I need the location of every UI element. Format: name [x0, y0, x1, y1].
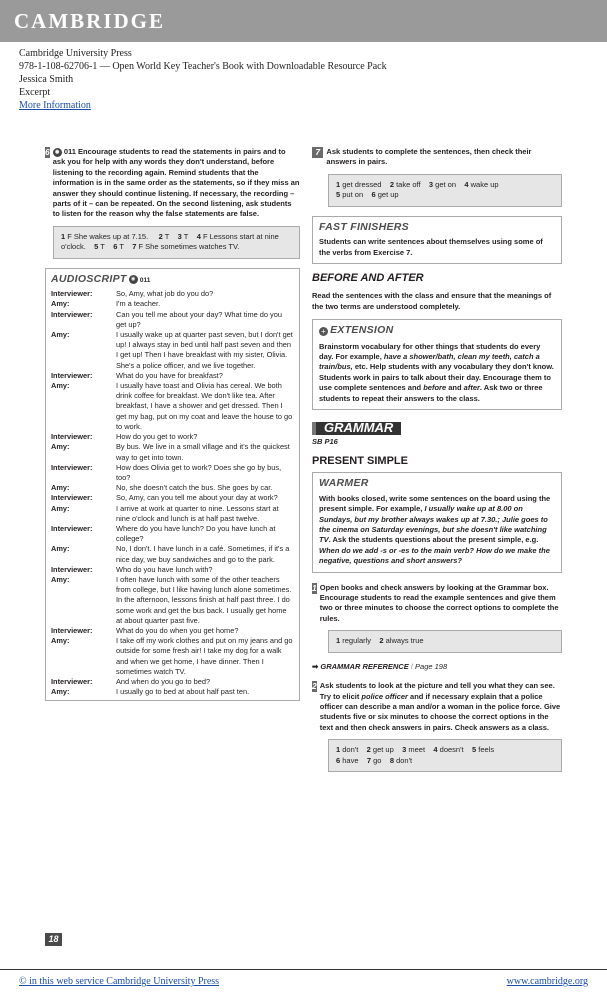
speaker-label: Interviewer:: [51, 493, 93, 503]
speaker-label: Interviewer:: [51, 309, 93, 319]
header-bar: [0, 0, 607, 42]
dialog-line: So, Amy, what job do you do?: [116, 289, 214, 299]
exercise-number: 6: [45, 147, 50, 157]
exercise-text: Open books and check answers by looking at the Grammar box. Encourage students to read the example sentences and give them two or three minutes to choose the correct options to complete the rules.: [319, 582, 559, 623]
dialog-list: [51, 289, 294, 697]
warmer-box: [312, 472, 562, 572]
dialog-line: I take off my work clothes and put on my jeans and go outside for some fresh air! I take my dog for a walk and when we get home, I have dinner. Then I sometimes watch TV.: [116, 636, 293, 676]
before-after-title: BEFORE AND AFTER: [312, 272, 424, 285]
dialog-line: By bus. We live in a small village and it's the quickest way to get into town.: [116, 442, 290, 462]
speaker-label: Amy:: [51, 483, 70, 493]
speaker-label: Amy:: [51, 503, 70, 513]
footer-divider: [0, 969, 607, 970]
speaker-label: Interviewer:: [51, 289, 93, 299]
fast-finishers-text: Students can write sentences about themselves using some of the verbs from Exercise 7.: [319, 237, 543, 257]
audio-icon: ◉: [129, 275, 138, 284]
answer-box: 1 regularly 2 always true: [328, 630, 562, 653]
fast-finishers-box: [312, 216, 562, 264]
cambridge-website-link[interactable]: www.cambridge.org: [506, 976, 588, 987]
dialog-line: Can you tell me about your day? What time do you get up?: [116, 309, 282, 329]
speaker-label: Interviewer:: [51, 370, 93, 380]
cambridge-logo: CAMBRIDGE: [14, 9, 166, 33]
answer-box: 1 F She wakes up at 7.15. 2 T 3 T 4 F Lessons start at nine o'clock. 5 T 6 T 7 F She sometimes watches TV.: [53, 226, 300, 259]
dialog-line: So, Amy, can you tell me about your day at work?: [116, 493, 278, 503]
speaker-label: Interviewer:: [51, 676, 93, 686]
dialog-line: No, I don't. I have lunch in a café. Sometimes, if it's a nice day, we buy sandwiches and go to the park.: [116, 544, 290, 564]
exercise-text: Ask students to complete the sentences, then check their answers in pairs.: [326, 147, 532, 167]
dialog-line: And when do you go to bed?: [116, 676, 211, 686]
dialog-line: How does Olivia get to work? Does she go by bus, too?: [116, 462, 282, 482]
dialog-line: I arrive at work at quarter to nine. Lessons start at nine o'clock and lunch is at half past twelve.: [116, 503, 279, 523]
answer-box: 1 get dressed 2 take off 3 get on 4 wake up 5 put on 6 get up: [328, 174, 562, 207]
audio-code: 011: [139, 276, 151, 284]
speaker-label: Amy:: [51, 636, 70, 646]
exercise-number: 7: [312, 147, 323, 158]
left-column: [45, 147, 300, 701]
speaker-label: Interviewer:: [51, 625, 93, 635]
warmer-title: WARMER: [319, 477, 369, 490]
dialog-line: What do you do when you get home?: [116, 625, 239, 635]
speaker-label: Interviewer:: [51, 462, 93, 472]
dialog-line: I usually have toast and Olivia has cereal. We both drink coffee for breakfast. We don't like tea. After breakfast, I have a shower and get dressed. Then I get my bag, put on my coat and leave the house to go to work.: [116, 381, 293, 431]
exercise-text: Encourage students to read the statements in pairs and to ask you for help with any words they don't understand, before listening to the recording again. Remind students that the information is in the same order as the statements, so if they miss an answer they should continue listening. If necessary, the recording – parts of it – can be repeated. On the second listening, ask students to listen for the reason why the false statements are false.: [52, 147, 300, 219]
speaker-label: Amy:: [51, 574, 70, 584]
exercise-2: [312, 681, 562, 733]
right-column: [312, 147, 562, 772]
audioscript-box: [45, 268, 300, 702]
sb-page: SB P16: [312, 436, 338, 446]
dialog-line: How do you get to work?: [116, 432, 198, 442]
page-number: 18: [45, 933, 62, 946]
answer-box: 1 don't 2 get up 3 meet 4 doesn't 5 feels 6 have 7 go 8 don't: [328, 739, 562, 772]
extension-title: EXTENSION: [330, 324, 394, 337]
exercise-text: Ask students to look at the picture and tell you what they can see. Try to elicit police officer and if necessary explain that a police officer can describe a man and/or a woman in the police force. Give students five or six minutes to choose the correct options in the text and then check answers in pairs. Check answers as a class.: [319, 681, 561, 732]
dialog-line: What do you have for breakfast?: [116, 370, 223, 380]
speaker-label: Interviewer:: [51, 432, 93, 442]
dialog-line: Where do you have lunch? Do you have lunch at college?: [116, 523, 276, 544]
speaker-label: Amy:: [51, 687, 70, 697]
dialog-line: I usually wake up at quarter past seven, but I don't get up! I always stay in bed until half past seven and then I get up! Then I have breakfast with my sister, Olivia. She's a police officer, and we live together.: [116, 330, 293, 370]
more-information-link[interactable]: More Information: [19, 100, 91, 111]
copyright-link[interactable]: © in this web service Cambridge University Press: [19, 976, 220, 987]
dialog-line: I'm a teacher.: [116, 299, 161, 309]
present-simple-title: PRESENT SIMPLE: [312, 454, 408, 467]
plus-circle-icon: +: [319, 327, 328, 336]
exercise-1: [312, 583, 562, 625]
extension-text: Brainstorm vocabulary for other things that students do every day. For example, have a shower/bath, clean my teeth, catch a train/bus, etc. Help students with any vocabulary they don't know. Students work in pairs to talk about their day. Encourage them to use complete sentences and before and after. Ask two or three students to repeat their answers to the class.: [319, 341, 554, 403]
warmer-text: With books closed, write some sentences on the board using the present simple. For example, I usually wake up at 8.00 on Sundays, but my brother always wakes up at 7.30.; Julie goes to the cinema on Saturday evenings, but she doesn't like watching TV. Ask the students questions about the present simple, e.g. When do we add -s or -es to the main verb? How do we make the negative, questions and short answers?: [319, 493, 551, 566]
author: Jessica Smith: [19, 74, 74, 85]
book-meta: [19, 47, 387, 112]
arrow-icon: ➡: [312, 661, 319, 671]
audio-icon: ◉: [53, 148, 62, 157]
exercise-7: [312, 147, 562, 168]
speaker-label: Amy:: [51, 544, 70, 554]
speaker-label: Amy:: [51, 330, 70, 340]
exercise-number: 2: [312, 681, 317, 692]
audioscript-title: AUDIOSCRIPT: [51, 272, 127, 285]
speaker-label: Interviewer:: [51, 564, 93, 574]
grammar-reference: ➡ GRAMMAR REFERENCE / Page 198: [312, 661, 448, 671]
speaker-label: Amy:: [51, 299, 70, 309]
before-after-text: Read the sentences with the class and ensure that the meanings of the two terms are understood completely.: [312, 291, 552, 311]
grammar-label: GRAMMAR: [312, 422, 401, 434]
dialog-line: I often have lunch with some of the other teachers from college, but I like having lunch alone sometimes. In the afternoon, lessons finish at half past three. I do some work and get the bus back. I usually get home at about quarter past five.: [116, 574, 292, 625]
publisher: Cambridge University Press: [19, 48, 132, 59]
exercise-6: [45, 147, 300, 220]
extension-box: [312, 319, 562, 410]
speaker-label: Interviewer:: [51, 523, 93, 533]
dialog-line: Who do you have lunch with?: [116, 564, 213, 574]
fast-finishers-title: FAST FINISHERS: [319, 220, 409, 233]
dialog-line: No, she doesn't catch the bus. She goes by car.: [116, 483, 273, 493]
exercise-number: 1: [312, 582, 317, 593]
dialog-line: I usually go to bed at about half past ten.: [116, 687, 250, 697]
isbn-title: 978-1-108-62706-1 — Open World Key Teacher's Book with Downloadable Resource Pack: [19, 61, 387, 72]
speaker-label: Amy:: [51, 381, 70, 391]
excerpt-label: Excerpt: [19, 87, 51, 98]
speaker-label: Amy:: [51, 442, 70, 452]
grammar-banner: [312, 422, 562, 434]
audio-code: 011: [63, 147, 76, 156]
